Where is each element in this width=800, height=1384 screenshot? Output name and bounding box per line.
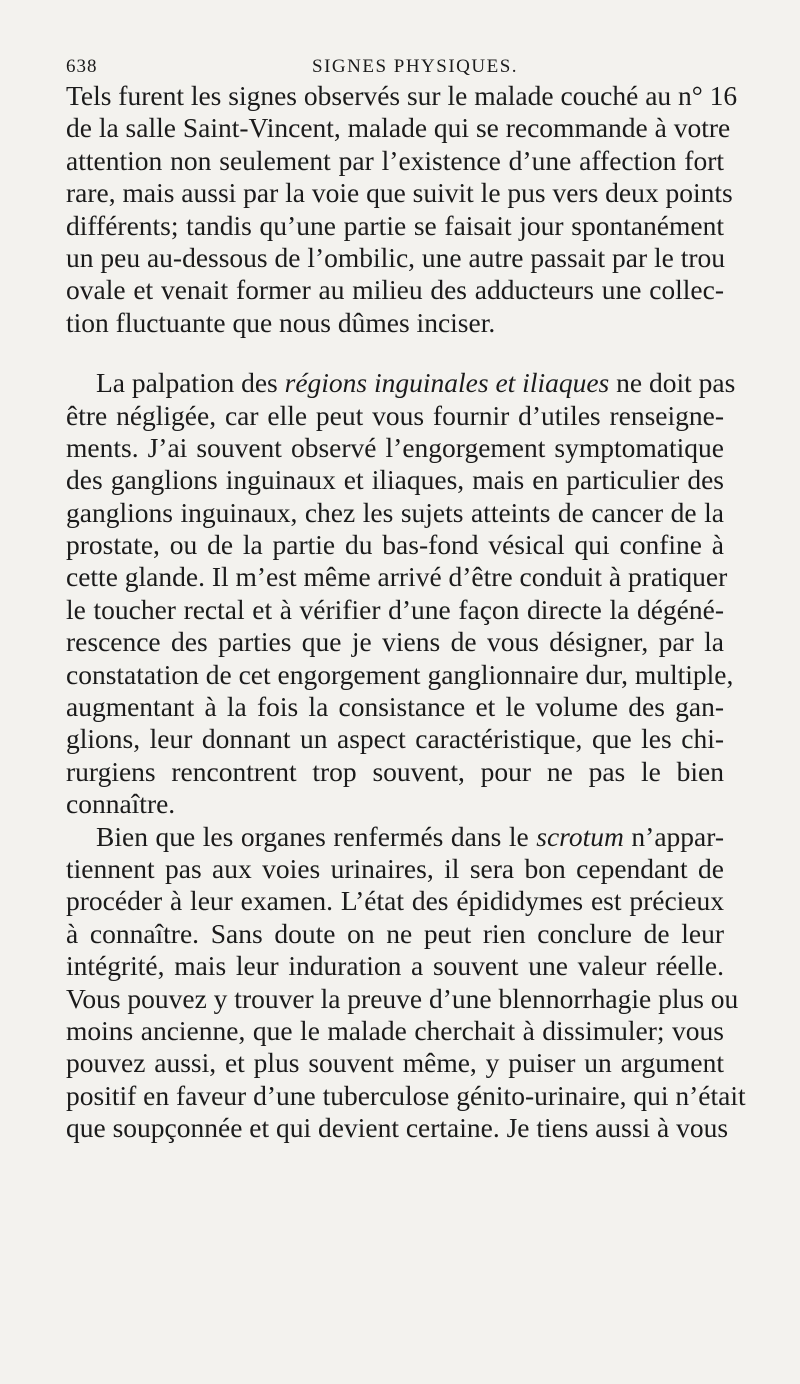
text-line: ganglions inguinaux, chez les sujets atteints de cancer de la — [66, 496, 724, 528]
text-line: Tels furent les signes observés sur le malade couché au n° 16 — [66, 80, 738, 111]
text-line: positif en faveur d’une tuberculose génito-urinaire, qui n’était — [66, 1079, 746, 1111]
page-number: 638 — [66, 56, 98, 77]
text-line — [66, 821, 724, 853]
text-line: ovale et venait former au milieu des adducteurs une collec- — [66, 274, 724, 306]
text-line: tion fluctuante que nous dûmes inciser. — [66, 306, 496, 338]
text-line: le toucher rectal et à vérifier d’une façon directe la dégéné- — [66, 593, 724, 625]
italic-term: scrotum — [536, 820, 624, 852]
text-run: n’appar- — [623, 820, 724, 852]
text-line: glions, leur donnant un aspect caractéristique, que les chi- — [66, 723, 724, 755]
text-line: attention non seulement par l’existence d’une affection fort — [66, 144, 724, 176]
text-line: procéder à leur examen. L’état des épididymes est précieux — [66, 885, 724, 917]
text-line: ments. J’ai souvent observé l’engorgement symptomatique — [66, 431, 724, 463]
text-line: augmentant à la fois la consistance et le volume des gan- — [66, 691, 724, 723]
text-line — [66, 367, 736, 399]
running-title: SIGNES PHYSIQUES. — [312, 56, 519, 77]
body-text — [66, 80, 746, 1145]
paragraph-gap — [66, 339, 724, 367]
text-line: être négligée, car elle peut vous fournir d’utiles renseigne- — [66, 399, 724, 431]
text-line: tiennent pas aux voies urinaires, il sera bon cependant de — [66, 852, 724, 884]
text-run: ne doit pas — [609, 367, 736, 399]
text-line: rare, mais aussi par la voie que suivit le pus vers deux points — [66, 177, 733, 209]
text-line: un peu au-dessous de l’ombilic, une autre passait par le trou — [66, 241, 726, 273]
text-line: à connaître. Sans doute on ne peut rien conclure de leur — [66, 917, 724, 949]
italic-term: régions inguinales et iliaques — [284, 367, 610, 399]
text-line: rescence des parties que je viens de vous désigner, par la — [66, 626, 724, 658]
text-line: pouvez aussi, et plus souvent même, y puiser un argument — [66, 1047, 724, 1079]
text-line: de la salle Saint-Vincent, malade qui se recommande à votre — [66, 112, 731, 144]
text-line: des ganglions inguinaux et iliaques, mais en particulier des — [66, 464, 724, 496]
text-run: La palpation des — [96, 367, 285, 399]
text-line: cette glande. Il m’est même arrivé d’être conduit à pratiquer — [66, 561, 728, 593]
text-line: Vous pouvez y trouver la preuve d’une blennorrhagie plus ou — [66, 982, 739, 1014]
text-line: que soupçonnée et qui devient certaine. Je tiens aussi à vous — [66, 1112, 729, 1144]
text-run: Bien que les organes renfermés dans le — [96, 820, 537, 852]
text-line: prostate, ou de la partie du bas-fond vésical qui confine à — [66, 529, 724, 561]
text-line: constatation de cet engorgement ganglionnaire dur, multiple, — [66, 658, 734, 690]
text-line: intégrité, mais leur induration a souvent une valeur réelle. — [66, 950, 724, 982]
text-line: rurgiens rencontrent trop souvent, pour ne pas le bien — [66, 755, 724, 787]
text-line: moins ancienne, que le malade cherchait à dissimuler; vous — [66, 1014, 724, 1046]
text-line: connaître. — [66, 788, 176, 820]
text-line: différents; tandis qu’une partie se faisait jour spontanément — [66, 209, 724, 241]
running-head — [66, 46, 720, 76]
